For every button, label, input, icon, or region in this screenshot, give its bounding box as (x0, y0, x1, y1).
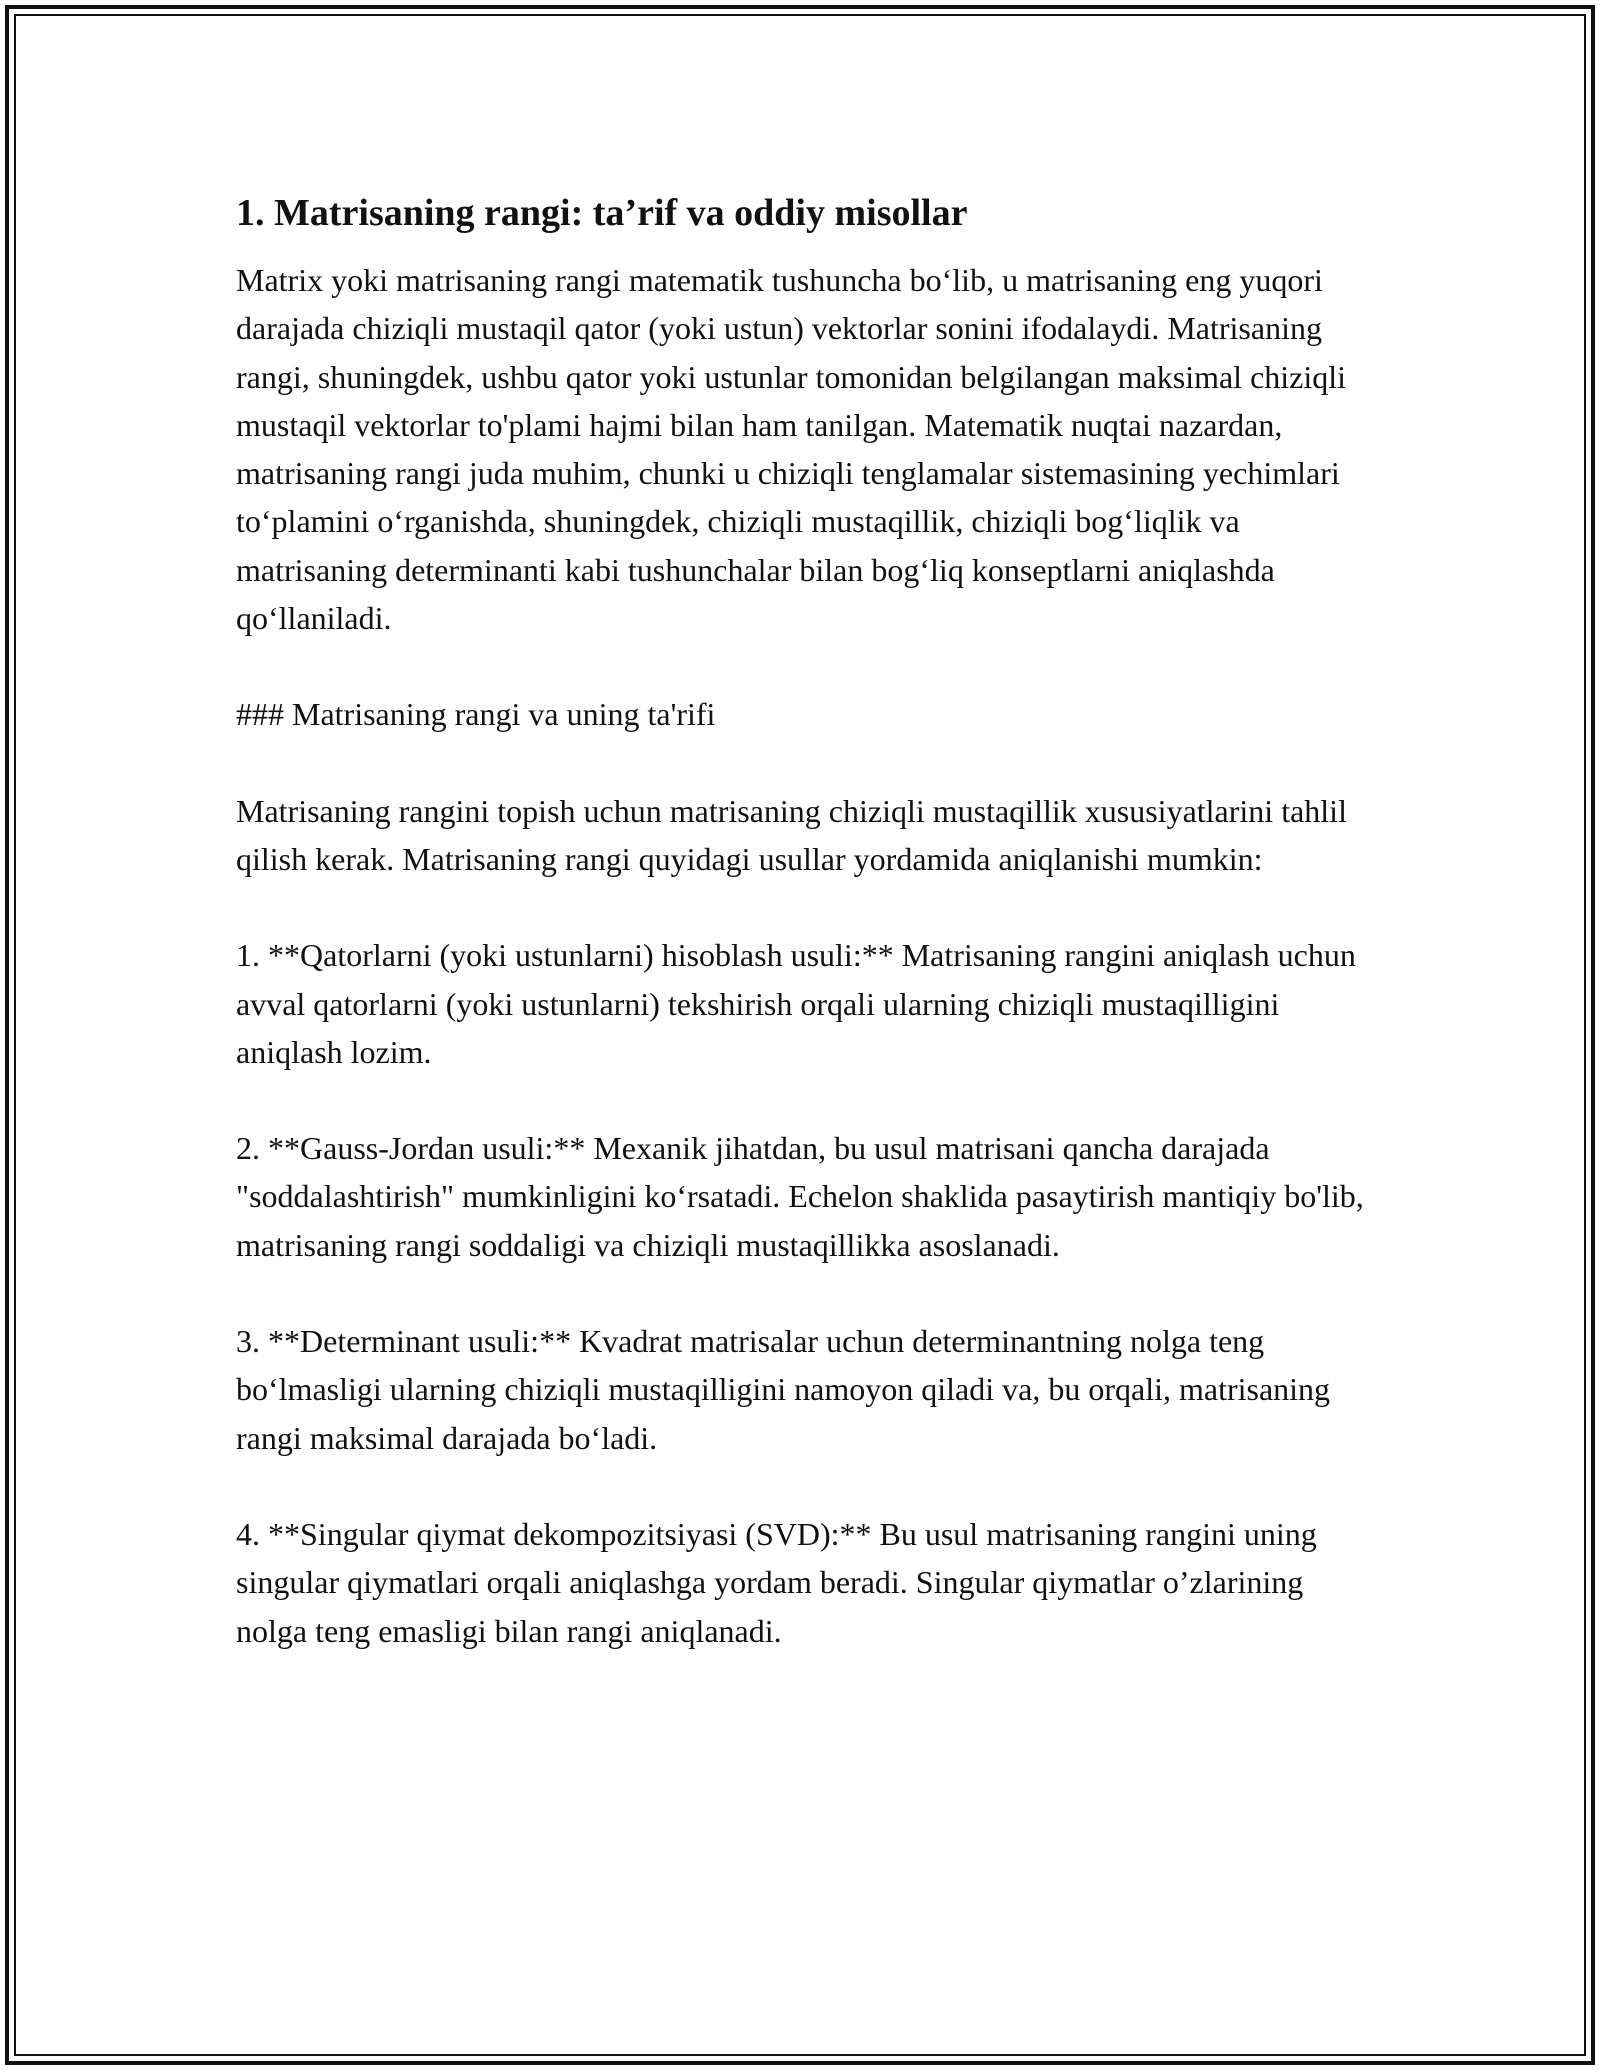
method-1-paragraph: 1. **Qatorlarni (yoki ustunlarni) hisoblash usuli:** Matrisaning rangini aniqlash uchun avval qatorlarni (yoki ustunlarni) tekshirish orqali ularning chiziqli mustaqilligini aniqlash lozim. (236, 937, 1356, 1070)
methods-intro-paragraph: Matrisaning rangini topish uchun matrisaning chiziqli mustaqillik xususiyatlarini tahlil qilish kerak. Matrisaning rangi quyidagi usullar yordamida aniqlanishi mumkin: (236, 792, 1347, 877)
intro-paragraph: Matrix yoki matrisaning rangi matematik tushuncha bo‘lib, u matrisaning eng yuqori darajada chiziqli mustaqil qator (yoki ustun) vektorlar sonini ifodalaydi. Matrisaning rangi, shuningdek, ushbu qator yoki ustunlar tomonidan belgilangan maksimal chiziqli mustaqil vektorlar to'plami hajmi bilan ham tanilgan. Matematik nuqtai nazardan, matrisaning rangi juda muhim, chunki u chiziqli tenglamalar sistemasining yechimlari to‘plamini o‘rganishda, shuningdek, chiziqli mustaqillik, chiziqli bog‘liqlik va matrisaning determinanti kabi tushunchalar bilan bog‘liq konseptlarni aniqlashda qo‘llaniladi. (236, 262, 1347, 637)
document-body (236, 188, 1366, 1703)
method-4-paragraph: 4. **Singular qiymat dekompozitsiyasi (SVD):** Bu usul matrisaning rangini uning singular qiymatlari orqali aniqlashga yordam beradi. Singular qiymatlar o’zlarining nolga teng emasligi bilan rangi aniqlanadi. (236, 1515, 1317, 1649)
method-3-paragraph: 3. **Determinant usuli:** Kvadrat matrisalar uchun determinantning nolga teng bo‘lmasligi ularning chiziqli mustaqilligini namoyon qiladi va, bu orqali, matrisaning rangi maksimal darajada bo‘ladi. (236, 1323, 1331, 1456)
document-heading: 1. Matrisaning rangi: ta’rif va oddiy misollar (236, 192, 968, 234)
subheading-paragraph: ### Matrisaning rangi va uning ta'rifi (236, 696, 716, 733)
method-2-paragraph: 2. **Gauss-Jordan usuli:** Mexanik jihatdan, bu usul matrisani qancha darajada "soddalashtirish" mumkinligini ko‘rsatadi. Echelon shaklida pasaytirish mantiqiy bo'lib, matrisaning rangi soddaligi va chiziqli mustaqillikka asoslanadi. (236, 1130, 1364, 1263)
